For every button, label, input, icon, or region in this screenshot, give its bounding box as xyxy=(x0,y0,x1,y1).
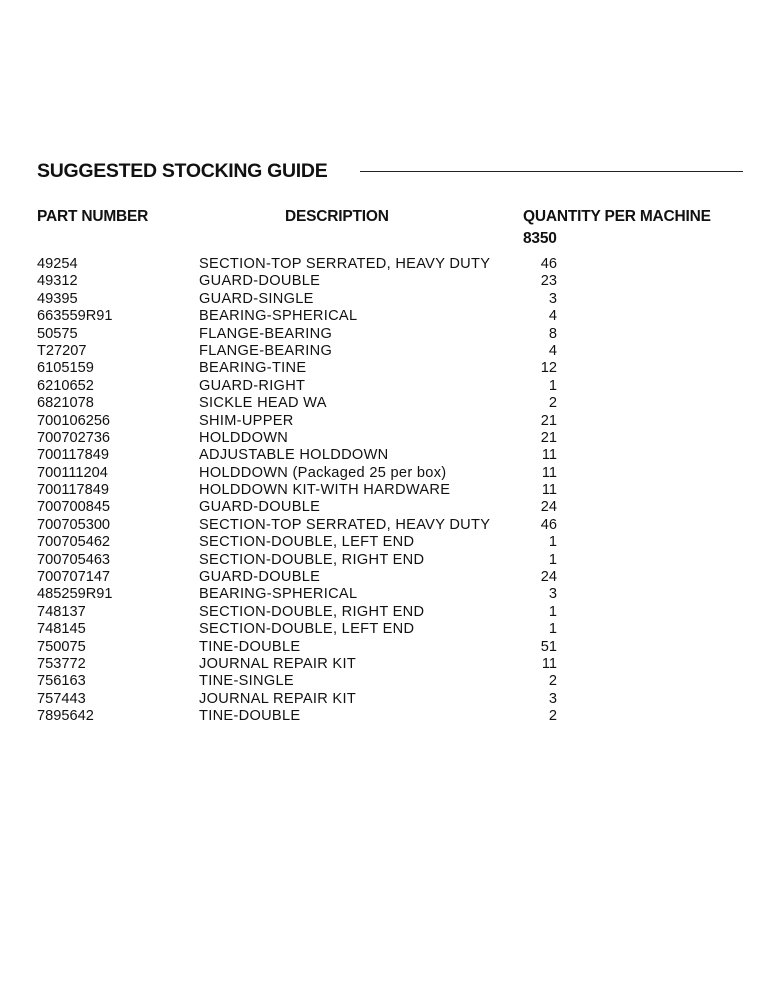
table-row xyxy=(37,395,557,412)
table-row xyxy=(37,569,557,586)
part-number-cell: 757443 xyxy=(37,690,86,707)
table-row xyxy=(37,291,557,308)
description-cell: SECTION-DOUBLE, RIGHT END xyxy=(199,551,425,568)
description-cell: HOLDDOWN (Packaged 25 per box) xyxy=(199,464,447,481)
quantity-cell: 4 xyxy=(548,308,557,325)
part-number-cell: 6210652 xyxy=(37,377,94,394)
quantity-cell: 2 xyxy=(548,395,557,412)
part-number-cell: 750075 xyxy=(37,638,86,655)
quantity-cell: 12 xyxy=(540,360,557,377)
description-cell: GUARD-DOUBLE xyxy=(199,499,321,516)
quantity-cell: 24 xyxy=(540,569,557,586)
table-row xyxy=(37,691,557,708)
table-row xyxy=(37,552,557,569)
part-number-cell: 700117849 xyxy=(37,482,109,499)
table-row xyxy=(37,413,557,430)
part-number-cell: 7895642 xyxy=(37,708,94,725)
column-header-description: DESCRIPTION xyxy=(285,208,389,225)
description-cell: BEARING-SPHERICAL xyxy=(199,586,358,603)
part-number-cell: 700106256 xyxy=(37,412,111,429)
table-row xyxy=(37,360,557,377)
table-row xyxy=(37,447,557,464)
quantity-cell: 11 xyxy=(541,655,557,672)
part-number-cell: 700111204 xyxy=(37,464,108,481)
part-number-cell: 748145 xyxy=(37,621,86,638)
table-row xyxy=(37,534,557,551)
description-cell: SECTION-DOUBLE, RIGHT END xyxy=(199,603,425,620)
table-row xyxy=(37,604,557,621)
table-row xyxy=(37,308,557,325)
part-number-cell: 753772 xyxy=(37,655,86,672)
table-row xyxy=(37,517,557,534)
description-cell: SECTION-TOP SERRATED, HEAVY DUTY xyxy=(199,516,491,533)
quantity-cell: 3 xyxy=(548,690,557,707)
part-number-cell: 700705300 xyxy=(37,516,111,533)
part-number-cell: 700707147 xyxy=(37,569,111,586)
quantity-cell: 21 xyxy=(540,429,557,446)
description-cell: HOLDDOWN xyxy=(199,429,289,446)
description-cell: TINE-DOUBLE xyxy=(199,638,301,655)
quantity-cell: 51 xyxy=(540,638,557,655)
description-cell: GUARD-DOUBLE xyxy=(199,273,321,290)
quantity-cell: 46 xyxy=(540,256,557,272)
part-number-cell: 700705462 xyxy=(37,534,111,551)
quantity-cell: 8 xyxy=(548,325,557,342)
part-number-cell: 50575 xyxy=(37,325,78,342)
description-cell: TINE-DOUBLE xyxy=(199,708,301,725)
description-cell: GUARD-RIGHT xyxy=(199,377,306,394)
table-row xyxy=(37,482,557,499)
quantity-cell: 11 xyxy=(541,464,557,481)
quantity-cell: 1 xyxy=(548,603,557,620)
quantity-cell: 1 xyxy=(548,377,557,394)
table-row xyxy=(37,708,557,725)
table-row xyxy=(37,656,557,673)
part-number-cell: 700705463 xyxy=(37,551,111,568)
quantity-cell: 1 xyxy=(548,534,557,551)
description-cell: BEARING-TINE xyxy=(199,360,307,377)
description-cell: JOURNAL REPAIR KIT xyxy=(199,655,357,672)
table-row xyxy=(37,465,557,482)
column-header-quantity: QUANTITY PER MACHINE xyxy=(523,208,711,225)
description-cell: GUARD-SINGLE xyxy=(199,290,314,307)
part-number-cell: 49312 xyxy=(37,273,78,290)
quantity-cell: 24 xyxy=(540,499,557,516)
description-cell: SHIM-UPPER xyxy=(199,412,294,429)
description-cell: BEARING-SPHERICAL xyxy=(199,308,358,325)
parts-table xyxy=(37,256,557,726)
quantity-cell: 1 xyxy=(548,621,557,638)
part-number-cell: 700117849 xyxy=(37,447,109,464)
description-cell: SECTION-TOP SERRATED, HEAVY DUTY xyxy=(199,256,491,272)
quantity-cell: 21 xyxy=(540,412,557,429)
table-row xyxy=(37,430,557,447)
title-rule-divider xyxy=(360,171,743,172)
part-number-cell: 663559R91 xyxy=(37,308,113,325)
column-header-model: 8350 xyxy=(523,230,557,247)
table-row xyxy=(37,621,557,638)
quantity-cell: 1 xyxy=(548,551,557,568)
description-cell: SECTION-DOUBLE, LEFT END xyxy=(199,621,415,638)
part-number-cell: 756163 xyxy=(37,673,86,690)
quantity-cell: 2 xyxy=(548,673,557,690)
part-number-cell: 6821078 xyxy=(37,395,94,412)
part-number-cell: 6105159 xyxy=(37,360,94,377)
part-number-cell: 49395 xyxy=(37,290,78,307)
table-row xyxy=(37,673,557,690)
quantity-cell: 4 xyxy=(548,342,557,359)
quantity-cell: 11 xyxy=(541,482,557,499)
quantity-cell: 3 xyxy=(548,290,557,307)
part-number-cell: 700702736 xyxy=(37,429,111,446)
title-row xyxy=(37,160,743,184)
table-row xyxy=(37,326,557,343)
description-cell: SICKLE HEAD WA xyxy=(199,395,327,412)
description-cell: SECTION-DOUBLE, LEFT END xyxy=(199,534,415,551)
description-cell: GUARD-DOUBLE xyxy=(199,569,321,586)
quantity-cell: 11 xyxy=(541,447,557,464)
part-number-cell: 49254 xyxy=(37,256,78,272)
part-number-cell: 748137 xyxy=(37,603,86,620)
part-number-cell: 485259R91 xyxy=(37,586,113,603)
quantity-cell: 23 xyxy=(540,273,557,290)
part-number-cell: T27207 xyxy=(37,342,87,359)
description-cell: JOURNAL REPAIR KIT xyxy=(199,690,357,707)
description-cell: TINE-SINGLE xyxy=(199,673,294,690)
page-title: SUGGESTED STOCKING GUIDE xyxy=(37,160,328,182)
description-cell: FLANGE-BEARING xyxy=(199,325,333,342)
table-row xyxy=(37,499,557,516)
table-row xyxy=(37,256,557,273)
description-cell: ADJUSTABLE HOLDDOWN xyxy=(199,447,389,464)
part-number-cell: 700700845 xyxy=(37,499,111,516)
description-cell: HOLDDOWN KIT-WITH HARDWARE xyxy=(199,482,451,499)
quantity-cell: 46 xyxy=(540,516,557,533)
table-row xyxy=(37,343,557,360)
table-row xyxy=(37,586,557,603)
quantity-cell: 2 xyxy=(548,708,557,725)
table-row xyxy=(37,378,557,395)
column-header-part-number: PART NUMBER xyxy=(37,208,149,225)
quantity-cell: 3 xyxy=(548,586,557,603)
description-cell: FLANGE-BEARING xyxy=(199,342,333,359)
table-row xyxy=(37,639,557,656)
table-row xyxy=(37,273,557,290)
